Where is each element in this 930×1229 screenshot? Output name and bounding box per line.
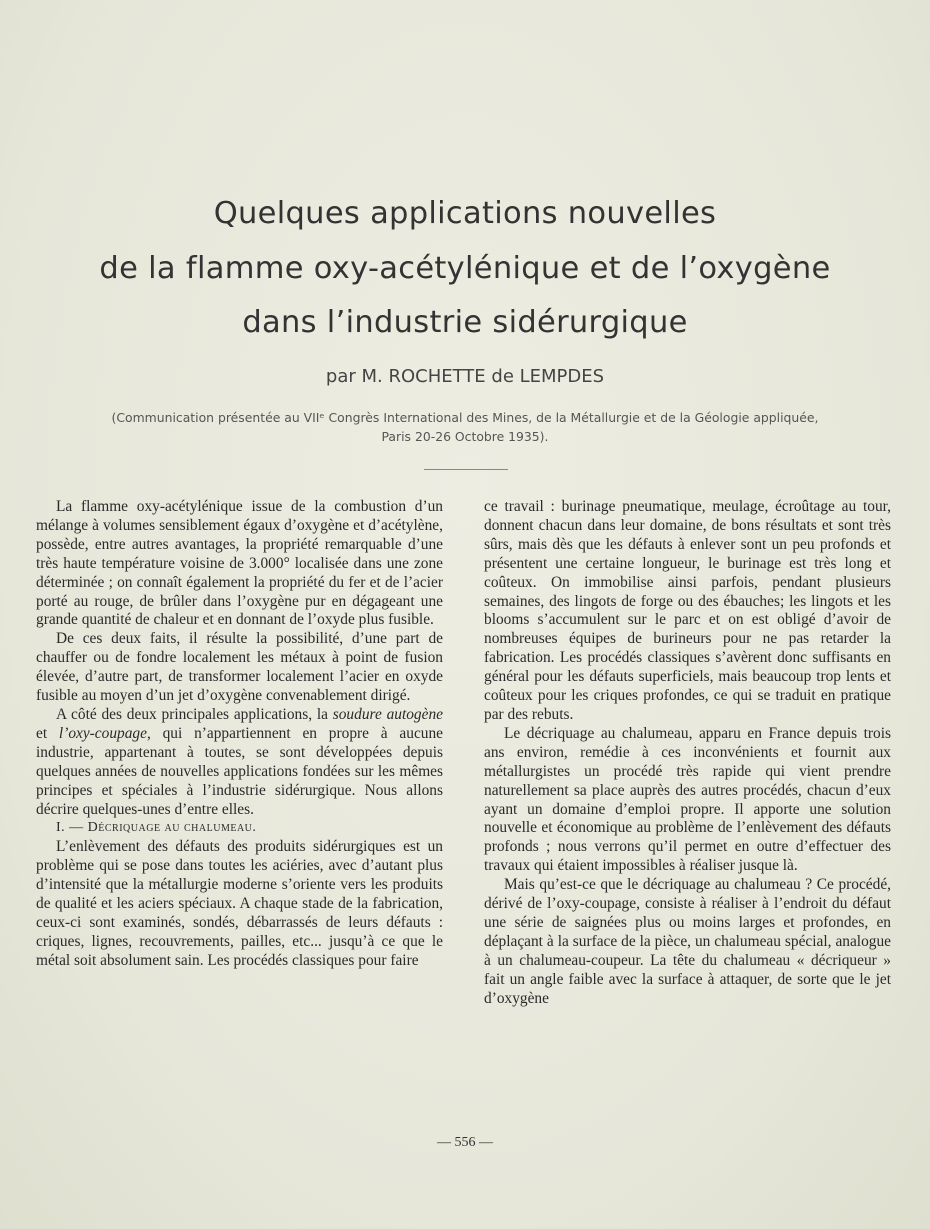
left-column (36, 498, 443, 971)
paragraph: Le décriquage au chalumeau, apparu en France depuis trois ans environ, remédie à ces inconvénients et fournit aux métallurgistes un procédé très rapide qui vient prendre naturellement sa place auprès des autres procédés, chacun d’eux ayant un domaine d’emploi propre. Il apporte une solution nouvelle et économique au problème de l’enlèvement des défauts profonds ; nous verrons qu’il permet en outre d’effectuer des travaux qui étaient impossibles à réaliser jusque là. (484, 724, 891, 875)
separator-rule (424, 469, 508, 470)
text-run: A côté des deux principales applications, la (56, 705, 333, 723)
note-line-2: Paris 20-26 Octobre 1935). (381, 429, 549, 444)
title-line-3: dans l’industrie sidérurgique (242, 305, 688, 340)
text-run: , qui n’appartiennent en propre à aucune industrie, appartenant à toutes, se sont développées depuis quelques années de nouvelles applications fondées sur les mêmes principes et spéciales à l’industrie sidérurgique. Nous allons décrire quelques-unes d’entre elles. (36, 724, 443, 818)
page-number: — 556 — (437, 1135, 493, 1150)
section-title: Décriquage au chalumeau. (87, 820, 257, 836)
author-line: par M. ROCHETTE de LEMPDES (325, 366, 605, 387)
right-column (484, 498, 891, 1008)
title-line-2: de la flamme oxy-acétylénique et de l’oxygène (99, 251, 831, 286)
text-run: et (36, 724, 59, 742)
paragraph: La flamme oxy-acétylénique issue de la combustion d’un mélange à volumes sensiblement égaux d’oxygène et d’acétylène, possède, entre autres avantages, la propriété remarquable d’une très haute température voisine de 3.000° localisée dans une zone déterminée ; on connaît également la propriété du fer et de l’acier porté au rouge, de brûler dans l’oxygène pur en dégageant une grande quantité de chaleur et en donnant de l’oxyde plus fusible. (36, 498, 443, 629)
italic-term: soudure autogène (332, 705, 443, 723)
section-number: I. — (56, 820, 88, 836)
title-line-1: Quelques applications nouvelles (213, 196, 717, 231)
note-line-1: (Communication présentée au VIIᵉ Congrès International des Mines, de la Métallurgie et de la Géologie appliquée, (111, 410, 819, 425)
paragraph: L’enlèvement des défauts des produits sidérurgiques est un problème qui se pose dans toutes les aciéries, avec d’autant plus d’intensité que la métallurgie moderne s’oriente vers les produits de qualité et les aciers spéciaux. A chaque stade de la fabrication, ceux-ci sont examinés, sondés, débarrassés de leurs défauts : criques, lignes, recouvrements, pailles, etc... jusqu’à ce que le métal soit absolument sain. Les procédés classiques pour faire (36, 838, 443, 969)
section-heading (36, 819, 443, 838)
paragraph (36, 706, 443, 819)
paragraph: ce travail : burinage pneumatique, meulage, écroûtage au tour, donnent chacun dans leur domaine, de bons résultats et sont très sûrs, mais dès que les défauts à enlever sont un peu profonds et présentent une certaine longueur, le burinage est très long et coûteux. On immobilise ainsi parfois, pendant plusieurs semaines, des lingots de forge ou des ébauches; les lingots et les blooms s’accumulent sur le parc et on est obligé d’avoir de nombreuses équipes de burineurs pour ne pas retarder la fabrication. Les procédés classiques s’avèrent donc suffisants en général pour les défauts superficiels, mais beaucoup trop lents et coûteux pour les criques profondes, ce qui se traduit en pratique par des rebuts. (484, 498, 891, 723)
paragraph: De ces deux faits, il résulte la possibilité, d’une part de chauffer ou de fondre localement les métaux à point de fusion élevée, d’autre part, de transformer localement l’acier en oxyde fusible au moyen d’un jet d’oxygène convenablement dirigé. (36, 630, 443, 705)
italic-term: l’oxy-coupage (58, 724, 147, 742)
communication-note (40, 408, 890, 446)
paragraph: Mais qu’est-ce que le décriquage au chalumeau ? Ce procédé, dérivé de l’oxy-coupage, consiste à réaliser à l’endroit du défaut une série de saignées plus ou moins larges et profondes, en déplaçant à la surface de la pièce, un chalumeau spécial, analogue à un chalumeau-coupeur. La tête du chalumeau « décriqueur » fait un angle faible avec la surface à attaquer, de sorte que le jet d’oxygène (484, 876, 891, 1007)
